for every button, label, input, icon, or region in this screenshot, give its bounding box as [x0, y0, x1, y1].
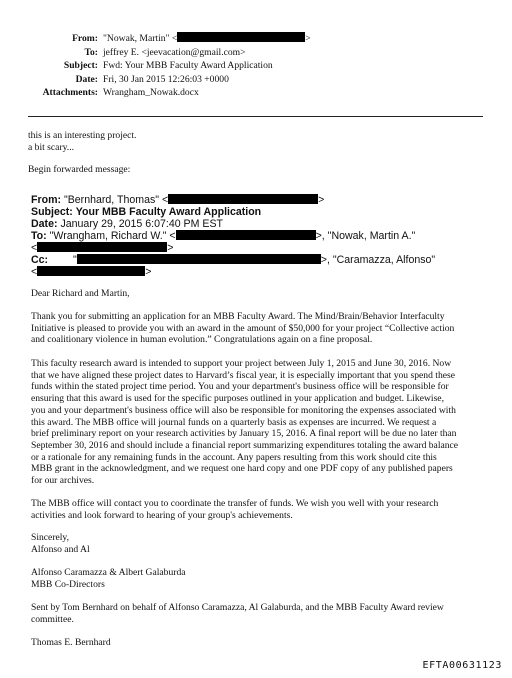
p2-line: you and your department's business office will also be responsible for monitoring the expenses associated with [31, 404, 456, 416]
intro-line-1: this is an interesting project. [28, 130, 137, 141]
fwd-cc-line2-open: < [31, 266, 38, 278]
fwd-cc-label: Cc: [31, 254, 49, 266]
to-value: jeffrey E. <jeevacation@gmail.com> [103, 46, 246, 58]
from-value: "Nowak, Martin" < [103, 33, 178, 44]
fwd-to-label: To: [31, 230, 47, 242]
p2-line: or a rationale for any remaining funds in the account. Any papers resulting from this work should cite this [31, 451, 437, 463]
fwd-to-row [31, 230, 415, 242]
closing [31, 532, 481, 555]
p1-line: Initiative is pleased to provide you with an award in the amount of $50,000 for your project “Collective action [31, 322, 455, 334]
closing-line: Sincerely, [31, 532, 70, 543]
paragraph-1 [31, 311, 481, 346]
signature [31, 567, 481, 590]
sent-by-line: committee. [31, 613, 74, 625]
signature-line: MBB Co-Directors [31, 578, 105, 590]
salutation-line: Dear Richard and Martin, [31, 288, 130, 299]
redaction-block [77, 254, 321, 264]
fwd-date-value: January 29, 2015 6:07:40 PM EST [60, 218, 223, 230]
from-label: From: [72, 33, 98, 44]
p3-line: The MBB office will contact you to coordinate the transfer of funds. We wish you well with your research [31, 498, 439, 509]
subject-label: Subject: [63, 60, 98, 71]
fwd-from-value: "Bernhard, Thomas" < [63, 194, 169, 206]
p2-line: MBB grant in the acknowledgment, and we request one hard copy and one PDF copy of any published papers [31, 463, 453, 475]
fwd-date-row [31, 218, 223, 230]
fwd-cc-line2-close: > [145, 266, 152, 278]
fwd-date-label: Date: [31, 218, 58, 230]
from-tail: > [305, 33, 311, 44]
p1-line: Thank you for submitting an application for an MBB Faculty Award. The Mind/Brain/Behavior Interfaculty [31, 311, 445, 322]
fwd-to-line2-close: > [167, 242, 174, 254]
fwd-from-row [31, 194, 324, 206]
intro-line-2: a bit scary... [28, 142, 74, 153]
fwd-subject-row [31, 206, 261, 218]
fwd-subject-label: Subject: [31, 206, 73, 218]
p2-line: ensuring that this award is used for the specific purposes outlined in your application and budget. Likewise, [31, 393, 444, 405]
date-label: Date: [75, 73, 98, 85]
begin-forwarded: Begin forwarded message: [28, 164, 131, 175]
redaction-block [37, 242, 167, 252]
fwd-cc-mid: >, "Caramazza, Alfonso" [320, 254, 436, 266]
redaction-block [168, 194, 318, 204]
fwd-cc-row [31, 254, 435, 266]
fwd-cc-row-2 [31, 266, 151, 278]
p2-line: September 30, 2016 and should include a financial report summarizing expenditures totaling the award balance [31, 439, 459, 451]
signature-line: Alfonso Caramazza & Albert Galaburda [31, 567, 186, 578]
final-name [31, 637, 481, 649]
redaction-block [177, 32, 305, 42]
paragraph-3 [31, 498, 481, 521]
closing-line: Alfonso and Al [31, 543, 90, 555]
redaction-block [37, 266, 145, 276]
p2-line: funds within the stated project time period. You and your department's business office will be responsible for [31, 381, 449, 393]
p2-line: This faculty research award is intended to support your project between July 1, 2015 and June 30, 2016. Now [31, 358, 452, 369]
to-label: To: [84, 46, 98, 58]
fwd-cc-value: " [73, 254, 77, 266]
p3-line: activities and look forward to hearing of your group's achievements. [31, 509, 293, 521]
fwd-to-value: "Wrangham, Richard W." < [49, 230, 176, 242]
sent-by-line: Sent by Tom Bernhard on behalf of Alfonso Caramazza, Al Galaburda, and the MBB Faculty Award review [31, 602, 444, 613]
sent-by [31, 602, 481, 625]
salutation [31, 288, 481, 300]
final-name-line: Thomas E. Bernhard [31, 637, 111, 648]
fwd-from-label: From: [31, 194, 62, 206]
bates-stamp: EFTA00631123 [422, 660, 502, 671]
p2-line: brief preliminary report on your research activities by January 15, 2016. A final report will be due no later than [31, 428, 457, 440]
fwd-from-tail: > [318, 194, 325, 206]
fwd-to-row-2 [31, 242, 173, 254]
header-divider [28, 116, 483, 117]
fwd-to-line2-open: < [31, 242, 38, 254]
fwd-to-mid: >, "Nowak, Martin A." [315, 230, 416, 242]
p2-line: this award. The MBB office will journal funds on a quarterly basis as expenses are incurred. We request a [31, 416, 437, 428]
redaction-block [176, 230, 316, 240]
attachments-value[interactable]: Wrangham_Nowak.docx [103, 87, 199, 98]
p2-line: for our archives. [31, 475, 95, 487]
p2-line: that we have aligned these project dates to Harvard’s fiscal year, it is especially important that you spend these [31, 369, 455, 381]
p1-line: and coalitionary violence in human evolution.” Congratulations again on a fine proposal. [31, 334, 373, 346]
attachments-label: Attachments: [42, 87, 98, 98]
subject-value: Fwd: Your MBB Faculty Award Application [103, 60, 273, 71]
fwd-subject-value: Your MBB Faculty Award Application [75, 206, 262, 218]
paragraph-2 [31, 358, 481, 487]
date-value: Fri, 30 Jan 2015 12:26:03 +0000 [103, 73, 229, 85]
